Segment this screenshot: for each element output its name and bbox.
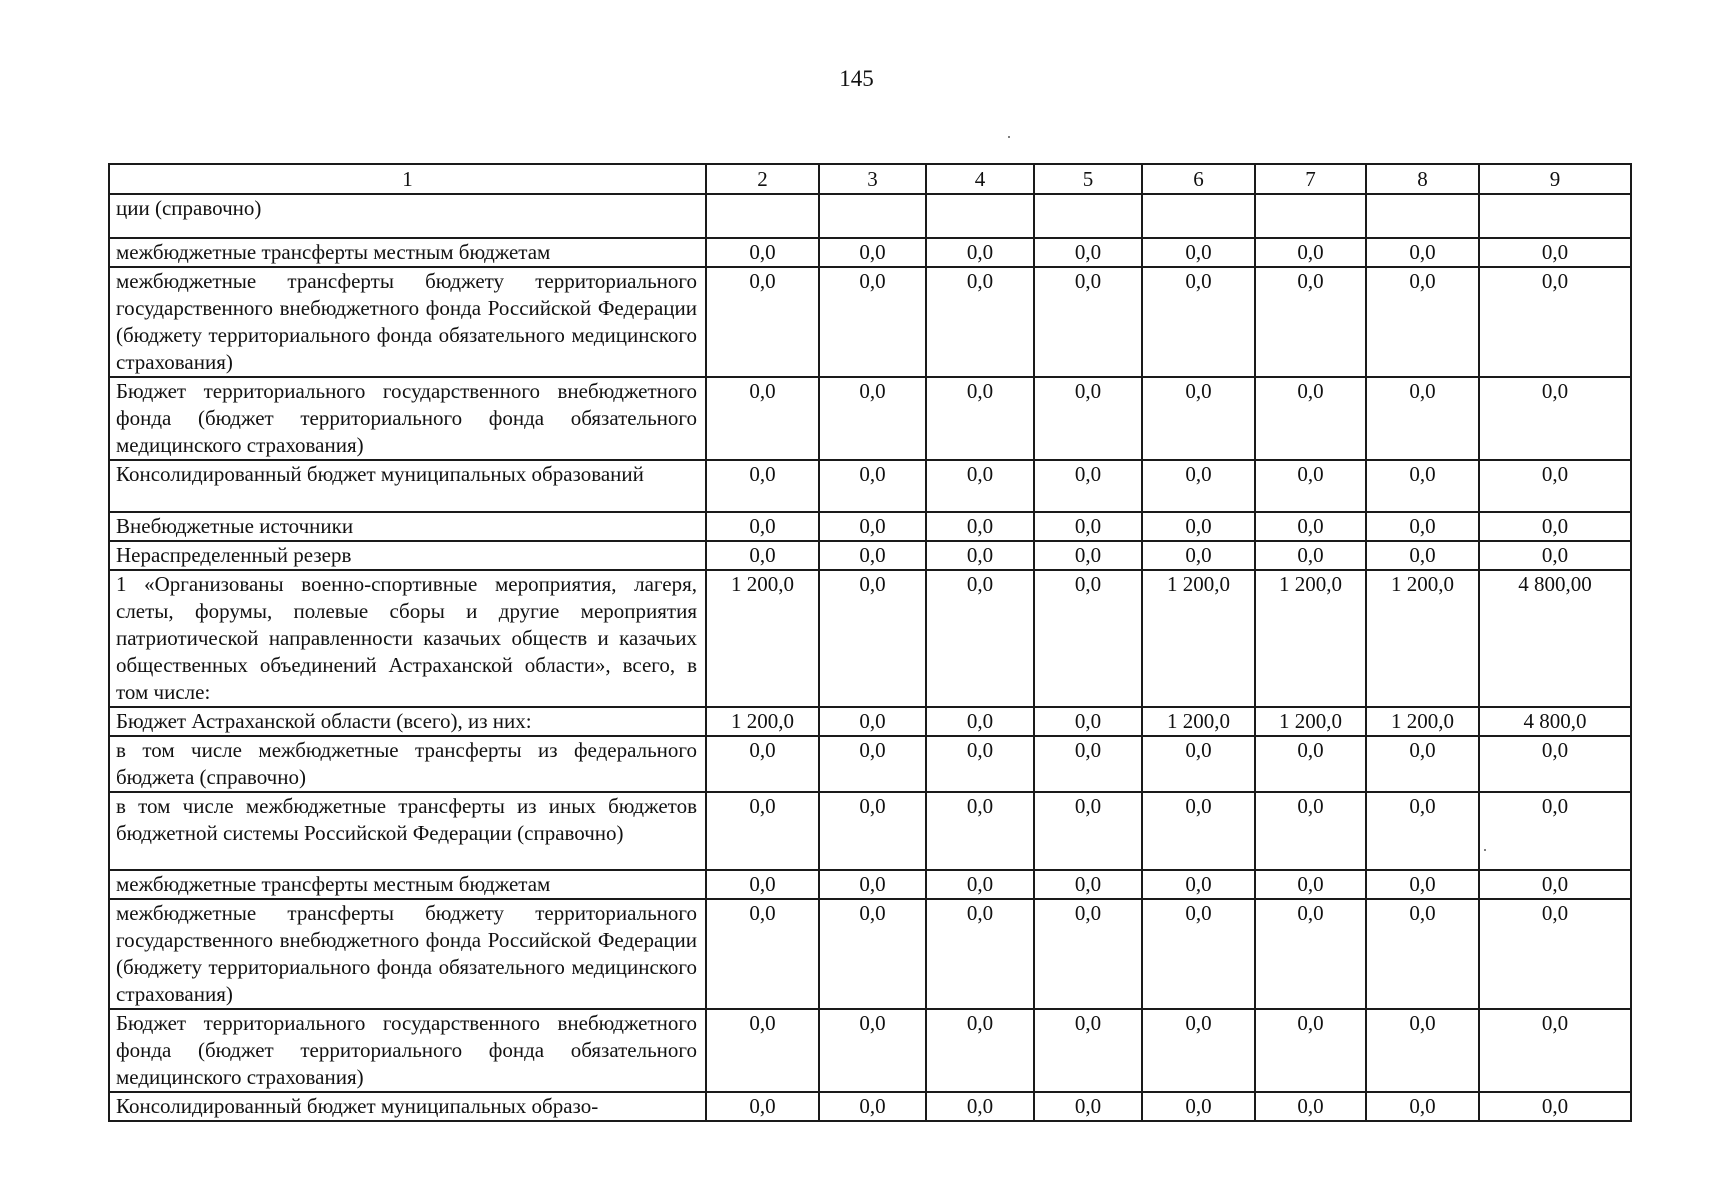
table-row (109, 570, 1631, 707)
value-cell-col-3: 0,0 (819, 899, 926, 1009)
table-row (109, 512, 1631, 541)
row-label: межбюджетные трансферты бюджету территориального государственного внебюджетного фонда Российской Федерации (бюджету территориального фонда обязательного медицинского страхования) (109, 899, 706, 1009)
column-header-5: 5 (1034, 164, 1142, 194)
value-cell-col-6: 0,0 (1142, 1092, 1255, 1121)
table-row (109, 194, 1631, 238)
value-cell-col-3: 0,0 (819, 707, 926, 736)
budget-table (108, 163, 1632, 1122)
value-cell-col-9: 0,0 (1479, 899, 1631, 1009)
value-cell-col-2 (706, 194, 819, 238)
value-cell-col-8: 0,0 (1366, 460, 1479, 512)
value-cell-col-2: 0,0 (706, 238, 819, 267)
value-cell-col-7: 0,0 (1255, 267, 1366, 377)
value-cell-col-4: 0,0 (926, 899, 1034, 1009)
value-cell-col-9: 0,0 (1479, 377, 1631, 460)
value-cell-col-5: 0,0 (1034, 238, 1142, 267)
value-cell-col-8: 0,0 (1366, 1009, 1479, 1092)
value-cell-col-4: 0,0 (926, 238, 1034, 267)
value-cell-col-6: 0,0 (1142, 792, 1255, 870)
table-row (109, 899, 1631, 1009)
value-cell-col-5: 0,0 (1034, 570, 1142, 707)
value-cell-col-6 (1142, 194, 1255, 238)
column-header-4: 4 (926, 164, 1034, 194)
row-label: Бюджет территориального государственного внебюджетного фонда (бюджет территориального фонда обязательного медицинского страхования) (109, 377, 706, 460)
value-cell-col-6: 0,0 (1142, 736, 1255, 792)
row-label: межбюджетные трансферты местным бюджетам (109, 870, 706, 899)
row-label: межбюджетные трансферты бюджету территориального государственного внебюджетного фонда Российской Федерации (бюджету территориального фонда обязательного медицинского страхования) (109, 267, 706, 377)
value-cell-col-5: 0,0 (1034, 1009, 1142, 1092)
value-cell-col-3: 0,0 (819, 238, 926, 267)
table-row (109, 377, 1631, 460)
value-cell-col-7: 0,0 (1255, 1009, 1366, 1092)
value-cell-col-2: 0,0 (706, 541, 819, 570)
page-number: 145 (839, 66, 874, 91)
row-label: Бюджет Астраханской области (всего), из них: (109, 707, 706, 736)
value-cell-col-7: 0,0 (1255, 541, 1366, 570)
row-label: 1 «Организованы военно-спортивные мероприятия, лагеря, слеты, форумы, полевые сборы и другие мероприятия патриотической направленности казачьих обществ и казачьих общественных объединений Астраханской области», всего, в том числе: (109, 570, 706, 707)
table-row (109, 1009, 1631, 1092)
value-cell-col-8: 0,0 (1366, 238, 1479, 267)
value-cell-col-4: 0,0 (926, 267, 1034, 377)
value-cell-col-6: 0,0 (1142, 377, 1255, 460)
value-cell-col-4: 0,0 (926, 512, 1034, 541)
value-cell-col-2: 1 200,0 (706, 707, 819, 736)
value-cell-col-6: 0,0 (1142, 1009, 1255, 1092)
value-cell-col-5: 0,0 (1034, 377, 1142, 460)
table-row (109, 707, 1631, 736)
value-cell-col-7: 0,0 (1255, 377, 1366, 460)
value-cell-col-2: 0,0 (706, 460, 819, 512)
value-cell-col-7: 0,0 (1255, 238, 1366, 267)
value-cell-col-3: 0,0 (819, 792, 926, 870)
value-cell-col-2: 0,0 (706, 792, 819, 870)
table-row (109, 460, 1631, 512)
value-cell-col-3: 0,0 (819, 570, 926, 707)
value-cell-col-6: 0,0 (1142, 238, 1255, 267)
value-cell-col-3: 0,0 (819, 870, 926, 899)
value-cell-col-5: 0,0 (1034, 267, 1142, 377)
table-row (109, 1092, 1631, 1121)
header-row (109, 164, 1631, 194)
value-cell-col-5: 0,0 (1034, 512, 1142, 541)
value-cell-col-5: 0,0 (1034, 460, 1142, 512)
value-cell-col-9 (1479, 194, 1631, 238)
value-cell-col-9: 0,0 (1479, 1009, 1631, 1092)
value-cell-col-2: 0,0 (706, 1092, 819, 1121)
table-row (109, 736, 1631, 792)
value-cell-col-4: 0,0 (926, 460, 1034, 512)
value-cell-col-4: 0,0 (926, 1009, 1034, 1092)
value-cell-col-7: 0,0 (1255, 1092, 1366, 1121)
value-cell-col-4: 0,0 (926, 377, 1034, 460)
value-cell-col-2: 0,0 (706, 870, 819, 899)
value-cell-col-7: 0,0 (1255, 899, 1366, 1009)
value-cell-col-2: 0,0 (706, 899, 819, 1009)
value-cell-col-2: 0,0 (706, 377, 819, 460)
value-cell-col-3: 0,0 (819, 541, 926, 570)
row-label: ции (справочно) (109, 194, 706, 238)
column-header-8: 8 (1366, 164, 1479, 194)
value-cell-col-8: 0,0 (1366, 267, 1479, 377)
value-cell-col-3: 0,0 (819, 1009, 926, 1092)
value-cell-col-2: 0,0 (706, 1009, 819, 1092)
value-cell-col-9: 4 800,00 (1479, 570, 1631, 707)
value-cell-col-4 (926, 194, 1034, 238)
row-label: Консолидированный бюджет муниципальных образований (109, 460, 706, 512)
value-cell-col-6: 0,0 (1142, 870, 1255, 899)
column-header-9: 9 (1479, 164, 1631, 194)
value-cell-col-8: 0,0 (1366, 899, 1479, 1009)
value-cell-col-7: 0,0 (1255, 736, 1366, 792)
row-label: Нераспределенный резерв (109, 541, 706, 570)
row-label: в том числе межбюджетные трансферты из федерального бюджета (справочно) (109, 736, 706, 792)
value-cell-col-9: 0,0 (1479, 512, 1631, 541)
value-cell-col-7: 0,0 (1255, 792, 1366, 870)
table-row (109, 792, 1631, 870)
value-cell-col-9: 0,0 (1479, 792, 1631, 870)
value-cell-col-8: 0,0 (1366, 870, 1479, 899)
value-cell-col-3: 0,0 (819, 377, 926, 460)
value-cell-col-2: 0,0 (706, 512, 819, 541)
value-cell-col-3: 0,0 (819, 736, 926, 792)
value-cell-col-3: 0,0 (819, 460, 926, 512)
column-header-6: 6 (1142, 164, 1255, 194)
value-cell-col-9: 0,0 (1479, 736, 1631, 792)
value-cell-col-6: 1 200,0 (1142, 707, 1255, 736)
value-cell-col-4: 0,0 (926, 707, 1034, 736)
table-row (109, 541, 1631, 570)
value-cell-col-7: 0,0 (1255, 460, 1366, 512)
value-cell-col-4: 0,0 (926, 570, 1034, 707)
row-label: Бюджет территориального государственного внебюджетного фонда (бюджет территориального фонда обязательного медицинского страхования) (109, 1009, 706, 1092)
table-row (109, 238, 1631, 267)
value-cell-col-3: 0,0 (819, 512, 926, 541)
value-cell-col-5: 0,0 (1034, 1092, 1142, 1121)
value-cell-col-5: 0,0 (1034, 736, 1142, 792)
value-cell-col-7 (1255, 194, 1366, 238)
column-header-7: 7 (1255, 164, 1366, 194)
value-cell-col-8: 0,0 (1366, 377, 1479, 460)
value-cell-col-8: 0,0 (1366, 541, 1479, 570)
value-cell-col-9: 0,0 (1479, 1092, 1631, 1121)
value-cell-col-6: 0,0 (1142, 267, 1255, 377)
value-cell-col-3 (819, 194, 926, 238)
value-cell-col-2: 0,0 (706, 267, 819, 377)
value-cell-col-9: 0,0 (1479, 238, 1631, 267)
value-cell-col-5: 0,0 (1034, 707, 1142, 736)
table-row (109, 870, 1631, 899)
value-cell-col-5: 0,0 (1034, 792, 1142, 870)
value-cell-col-8: 0,0 (1366, 512, 1479, 541)
value-cell-col-5 (1034, 194, 1142, 238)
value-cell-col-9: 0,0 (1479, 460, 1631, 512)
value-cell-col-4: 0,0 (926, 541, 1034, 570)
value-cell-col-6: 0,0 (1142, 541, 1255, 570)
value-cell-col-5: 0,0 (1034, 541, 1142, 570)
value-cell-col-8 (1366, 194, 1479, 238)
value-cell-col-5: 0,0 (1034, 899, 1142, 1009)
value-cell-col-4: 0,0 (926, 870, 1034, 899)
column-header-1: 1 (109, 164, 706, 194)
value-cell-col-9: 4 800,0 (1479, 707, 1631, 736)
value-cell-col-9: 0,0 (1479, 870, 1631, 899)
value-cell-col-4: 0,0 (926, 1092, 1034, 1121)
row-label: в том числе межбюджетные трансферты из иных бюджетов бюджетной системы Российской Федерации (справочно) (109, 792, 706, 870)
table-row (109, 267, 1631, 377)
row-label: Консолидированный бюджет муниципальных образо- (109, 1092, 706, 1121)
row-label: Внебюджетные источники (109, 512, 706, 541)
value-cell-col-4: 0,0 (926, 736, 1034, 792)
value-cell-col-3: 0,0 (819, 267, 926, 377)
value-cell-col-6: 0,0 (1142, 899, 1255, 1009)
value-cell-col-9: 0,0 (1479, 541, 1631, 570)
value-cell-col-7: 0,0 (1255, 512, 1366, 541)
row-label: межбюджетные трансферты местным бюджетам (109, 238, 706, 267)
value-cell-col-6: 0,0 (1142, 460, 1255, 512)
value-cell-col-8: 1 200,0 (1366, 707, 1479, 736)
value-cell-col-8: 1 200,0 (1366, 570, 1479, 707)
value-cell-col-7: 1 200,0 (1255, 570, 1366, 707)
value-cell-col-7: 1 200,0 (1255, 707, 1366, 736)
value-cell-col-8: 0,0 (1366, 1092, 1479, 1121)
value-cell-col-2: 1 200,0 (706, 570, 819, 707)
value-cell-col-4: 0,0 (926, 792, 1034, 870)
value-cell-col-7: 0,0 (1255, 870, 1366, 899)
value-cell-col-9: 0,0 (1479, 267, 1631, 377)
value-cell-col-5: 0,0 (1034, 870, 1142, 899)
table-body (109, 164, 1631, 1121)
value-cell-col-6: 0,0 (1142, 512, 1255, 541)
column-header-2: 2 (706, 164, 819, 194)
value-cell-col-8: 0,0 (1366, 792, 1479, 870)
column-header-3: 3 (819, 164, 926, 194)
value-cell-col-2: 0,0 (706, 736, 819, 792)
value-cell-col-8: 0,0 (1366, 736, 1479, 792)
value-cell-col-3: 0,0 (819, 1092, 926, 1121)
value-cell-col-6: 1 200,0 (1142, 570, 1255, 707)
